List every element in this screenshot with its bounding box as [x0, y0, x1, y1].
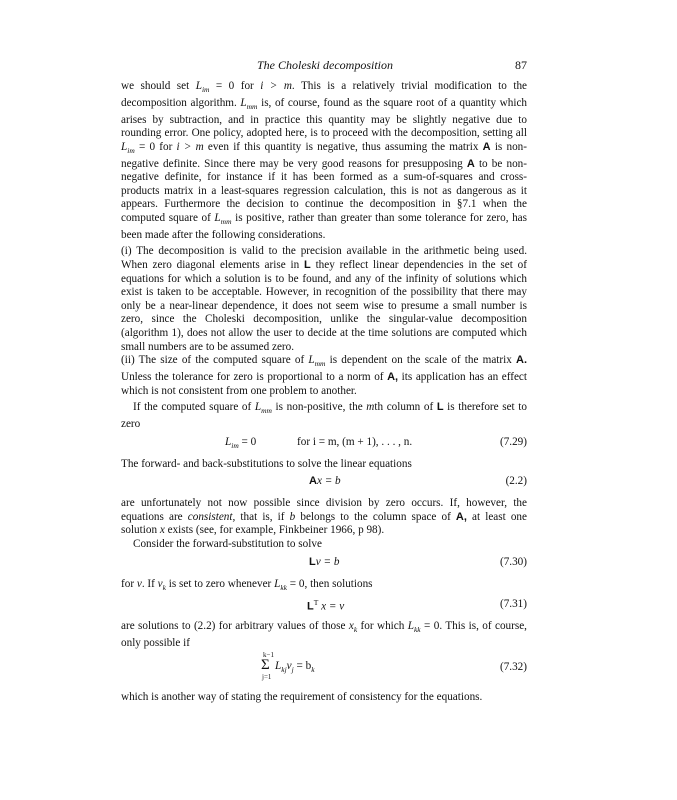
paragraph-1: we should set $L_{im} = 0$ for i > m. This is a relatively trivial modification to the decomposition algorithm. $L_{mm}$ is, of course, found as the square root of a quantity which arises by subtraction, and in practice this quantity may be slightly negative due to rounding error. One policy, adopted here, is to proceed with the decomposition, setting all $L_{im} = 0$ for i > m even if this quantity is negative, thus assuming the matrix A is non-negative definite. Since there may be very good reasons for presupposing A to be non-negative definite, for instance if it has been formed as a sum-of-squares and cross-products matrix in a least-squares regression calculation, this is not as dangerous as it appears. Furthermore the decision to continue the decomposition in §7.1 when the computed square of $L_{mm}$ is positive, rather than greater than some tolerance for zero, has been made after the following considerations.: [121, 80, 528, 241]
equation-7-30: Lv = b (7.30): [309, 555, 527, 568]
paragraph-7: Consider the forward-substitution to solve: [133, 538, 322, 551]
equation-condition: for i = m, (m + 1), . . . , n.: [297, 435, 413, 448]
equation-7-32: [121, 650, 527, 687]
page-number: 87: [515, 58, 527, 72]
paragraph-8: for v. If $v_k$ is set to zero whenever $L_{kk} = 0$, then solutions: [121, 577, 373, 592]
summation: k−1 Σ j=1 $L_{kj}v_j = b_k$: [261, 650, 315, 681]
paragraph-2: (i) The decomposition is valid to the precision available in the arithmetic being used. When zero diagonal elements arise in L they reflect linear dependencies in the set of equations for which a solution is to be found, and any of the infinity of solutions which exist is taken to be acceptable. However, in recognition of the possibility that there may only be a near-linear dependence, it does not seem wise to presume a small number is zero, since the Choleski decomposition, unlike the singular-value decomposition (algorithm 1), does not allow the user to decide at the time solutions are computed which small numbers are to be assumed zero.: [121, 245, 527, 353]
paragraph-9: are solutions to (2.2) for arbitrary values of those $x_k$ for which $L_{kk} = 0$. This is, of course, only possible if: [121, 620, 527, 650]
book-page: [121, 58, 527, 704]
paragraph-3: (ii) The size of the computed square of $L_{mm}$ is dependent on the scale of the matrix A. Unless the tolerance for zero is proportional to a norm of A, its application has an effect which is not consistent from one problem to another.: [121, 354, 528, 397]
equation-number: (7.32): [499, 660, 527, 673]
equation-number: (7.29): [499, 435, 527, 448]
equation-number: (7.30): [499, 555, 527, 568]
equation-2-2: Ax = b (2.2): [309, 475, 527, 488]
paragraph-5: The forward- and back-substitutions to solve the linear equations: [121, 457, 412, 470]
running-header: [121, 58, 527, 74]
equation-7-29: $L_{im} = 0$ for i = m, (m + 1), . . . , n. (7.29): [225, 435, 527, 450]
paragraph-4: If the computed square of $L_{mm}$ is non-positive, the mth column of L is therefore set to zero: [121, 401, 527, 431]
running-title: The Choleski decomposition: [257, 58, 393, 72]
equation-number: (2.2): [505, 475, 527, 488]
equation-7-31: $L^T$ x = v (7.31): [307, 598, 527, 614]
paragraph-6: are unfortunately not now possible since division by zero occurs. If, however, the equations are consistent, that is, if b belongs to the column space of A, at least one solution x exists (see, for example, Finkbeiner 1966, p 98).: [121, 497, 527, 537]
equation-number: (7.31): [499, 598, 527, 611]
paragraph-10: which is another way of stating the requirement of consistency for the equations.: [121, 690, 483, 703]
